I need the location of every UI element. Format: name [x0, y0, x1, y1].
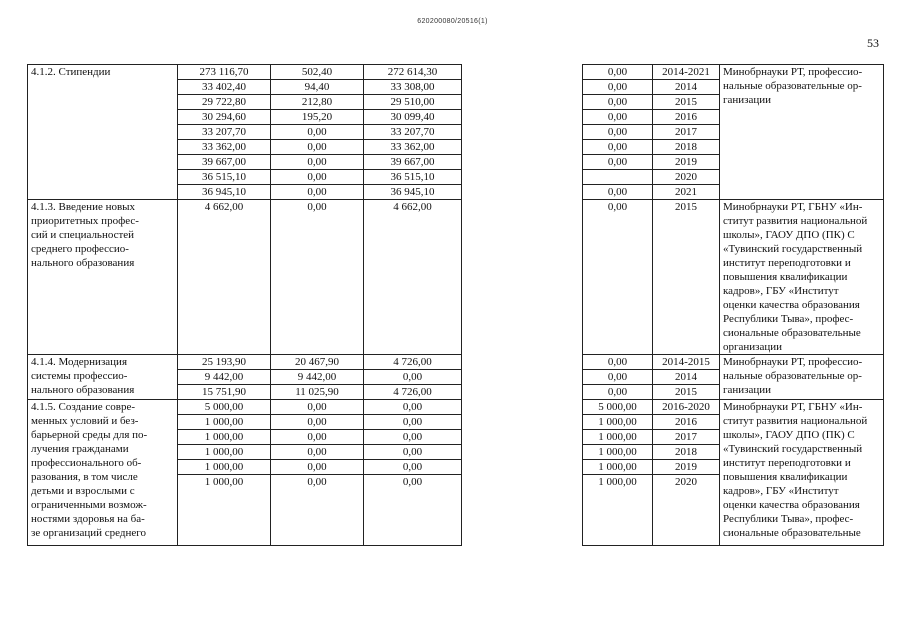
municipal-cell: [462, 140, 583, 155]
executor-line: кадров», ГБУ «Институт: [723, 285, 839, 297]
extrabudget-cell: 1 000,00: [583, 445, 653, 460]
republic-cell: 0,00: [364, 400, 462, 415]
extrabudget-cell: 0,00: [583, 370, 653, 385]
total-cell: 273 116,70: [178, 65, 271, 80]
period-cell: 2016: [653, 110, 720, 125]
republic-cell: 33 207,70: [364, 125, 462, 140]
measure-name-cell: [28, 400, 178, 546]
federal-cell: 0,00: [271, 170, 364, 185]
measure-name-line: 4.1.2. Стипендии: [31, 66, 111, 78]
measure-name-line: ограниченными возмож-: [31, 499, 147, 511]
republic-cell: 0,00: [364, 475, 462, 546]
federal-cell: 0,00: [271, 430, 364, 445]
period-cell: 2017: [653, 125, 720, 140]
municipal-cell: [462, 200, 583, 355]
measure-name-line: приоритетных профес-: [31, 215, 139, 227]
republic-cell: 272 614,30: [364, 65, 462, 80]
extrabudget-cell: 0,00: [583, 80, 653, 95]
municipal-cell: [462, 65, 583, 80]
federal-cell: 0,00: [271, 200, 364, 355]
measure-name-cell: [28, 65, 178, 200]
total-cell: 5 000,00: [178, 400, 271, 415]
municipal-cell: [462, 445, 583, 460]
extrabudget-cell: 1 000,00: [583, 460, 653, 475]
extrabudget-cell: 0,00: [583, 110, 653, 125]
republic-cell: 39 667,00: [364, 155, 462, 170]
municipal-cell: [462, 355, 583, 370]
total-cell: 1 000,00: [178, 415, 271, 430]
measure-name-line: нального образования: [31, 257, 135, 269]
period-cell: 2018: [653, 140, 720, 155]
executor-line: Минобрнауки РТ, ГБНУ «Ин-: [723, 401, 863, 413]
measure-name-line: разования, в том числе: [31, 471, 138, 483]
extrabudget-cell: 5 000,00: [583, 400, 653, 415]
federal-cell: 0,00: [271, 400, 364, 415]
period-cell: 2019: [653, 460, 720, 475]
extrabudget-cell: 0,00: [583, 200, 653, 355]
republic-cell: 0,00: [364, 415, 462, 430]
total-cell: 39 667,00: [178, 155, 271, 170]
period-cell: 2018: [653, 445, 720, 460]
table-row: [28, 65, 884, 80]
executor-cell: [720, 355, 884, 400]
total-cell: 30 294,60: [178, 110, 271, 125]
executor-line: нальные образовательные ор-: [723, 370, 862, 382]
table-row: [28, 400, 884, 415]
extrabudget-cell: 0,00: [583, 355, 653, 370]
total-cell: 36 515,10: [178, 170, 271, 185]
municipal-cell: [462, 460, 583, 475]
period-cell: 2020: [653, 475, 720, 546]
executor-line: организации: [723, 341, 783, 353]
total-cell: 29 722,80: [178, 95, 271, 110]
extrabudget-cell: 0,00: [583, 185, 653, 200]
republic-cell: 4 726,00: [364, 385, 462, 400]
measure-name-line: 4.1.4. Модернизация: [31, 356, 128, 368]
executor-line: Минобрнауки РТ, профессио-: [723, 356, 863, 368]
measure-name-cell: [28, 200, 178, 355]
executor-line: оценки качества образования: [723, 299, 860, 311]
extrabudget-cell: 1 000,00: [583, 430, 653, 445]
measure-name-line: зе организаций среднего: [31, 527, 147, 539]
federal-cell: 0,00: [271, 185, 364, 200]
period-cell: 2015: [653, 200, 720, 355]
measure-name-cell: [28, 355, 178, 400]
total-cell: 36 945,10: [178, 185, 271, 200]
total-cell: 1 000,00: [178, 445, 271, 460]
executor-line: сиональные образовательные: [723, 527, 861, 539]
republic-cell: 30 099,40: [364, 110, 462, 125]
total-cell: 33 362,00: [178, 140, 271, 155]
executor-line: школы», ГАОУ ДПО (ПК) С: [723, 229, 855, 241]
federal-cell: 502,40: [271, 65, 364, 80]
period-cell: 2014-2021: [653, 65, 720, 80]
municipal-cell: [462, 385, 583, 400]
federal-cell: 0,00: [271, 155, 364, 170]
period-cell: 2017: [653, 430, 720, 445]
executor-line: Минобрнауки РТ, профессио-: [723, 66, 863, 78]
federal-cell: 0,00: [271, 415, 364, 430]
period-cell: 2014-2015: [653, 355, 720, 370]
republic-cell: 36 945,10: [364, 185, 462, 200]
executor-line: повышения квалификации: [723, 271, 848, 283]
republic-cell: 33 308,00: [364, 80, 462, 95]
federal-cell: 94,40: [271, 80, 364, 95]
federal-cell: 0,00: [271, 125, 364, 140]
measure-name-line: ностями здоровья на ба-: [31, 513, 145, 525]
total-cell: 4 662,00: [178, 200, 271, 355]
measure-name-line: сий и специальностей: [31, 229, 135, 241]
executor-line: ганизации: [723, 384, 772, 396]
executor-cell: [720, 200, 884, 355]
extrabudget-cell: 1 000,00: [583, 475, 653, 546]
republic-cell: 4 726,00: [364, 355, 462, 370]
municipal-cell: [462, 80, 583, 95]
executor-cell: [720, 400, 884, 546]
extrabudget-cell: 0,00: [583, 140, 653, 155]
extrabudget-cell: 0,00: [583, 65, 653, 80]
measure-name-line: профессионального об-: [31, 457, 142, 469]
extrabudget-cell: 0,00: [583, 385, 653, 400]
executor-line: повышения квалификации: [723, 471, 848, 483]
executor-cell: [720, 65, 884, 200]
document-code: 620200080/20516(1): [417, 18, 488, 25]
executor-line: Республики Тыва», профес-: [723, 513, 854, 525]
total-cell: 1 000,00: [178, 430, 271, 445]
municipal-cell: [462, 170, 583, 185]
federal-cell: 195,20: [271, 110, 364, 125]
municipal-cell: [462, 185, 583, 200]
republic-cell: 36 515,10: [364, 170, 462, 185]
executor-line: оценки качества образования: [723, 499, 860, 511]
measure-name-line: детьми и взрослыми с: [31, 485, 135, 497]
period-cell: 2015: [653, 385, 720, 400]
executor-line: ганизации: [723, 94, 772, 106]
total-cell: 9 442,00: [178, 370, 271, 385]
republic-cell: 0,00: [364, 460, 462, 475]
executor-line: «Тувинский государственный: [723, 243, 863, 255]
municipal-cell: [462, 370, 583, 385]
total-cell: 15 751,90: [178, 385, 271, 400]
federal-cell: 0,00: [271, 445, 364, 460]
budget-table: [27, 64, 884, 546]
measure-name-line: среднего профессио-: [31, 243, 129, 255]
period-cell: 2019: [653, 155, 720, 170]
republic-cell: 0,00: [364, 430, 462, 445]
period-cell: 2015: [653, 95, 720, 110]
republic-cell: 0,00: [364, 370, 462, 385]
republic-cell: 0,00: [364, 445, 462, 460]
federal-cell: 9 442,00: [271, 370, 364, 385]
executor-line: ститут развития национальной: [723, 415, 868, 427]
municipal-cell: [462, 110, 583, 125]
measure-name-line: системы профессио-: [31, 370, 128, 382]
republic-cell: 29 510,00: [364, 95, 462, 110]
municipal-cell: [462, 155, 583, 170]
executor-line: институт переподготовки и: [723, 257, 851, 269]
measure-name-line: барьерной среды для по-: [31, 429, 148, 441]
executor-line: школы», ГАОУ ДПО (ПК) С: [723, 429, 855, 441]
table-row: [28, 355, 884, 370]
municipal-cell: [462, 400, 583, 415]
table-row: [28, 200, 884, 355]
measure-name-line: нального образования: [31, 384, 135, 396]
total-cell: 1 000,00: [178, 475, 271, 546]
republic-cell: 4 662,00: [364, 200, 462, 355]
municipal-cell: [462, 415, 583, 430]
federal-cell: 0,00: [271, 460, 364, 475]
federal-cell: 212,80: [271, 95, 364, 110]
page-number: 53: [867, 36, 879, 50]
period-cell: 2016-2020: [653, 400, 720, 415]
extrabudget-cell: 1 000,00: [583, 415, 653, 430]
total-cell: 25 193,90: [178, 355, 271, 370]
executor-line: нальные образовательные ор-: [723, 80, 862, 92]
period-cell: 2014: [653, 370, 720, 385]
period-cell: 2016: [653, 415, 720, 430]
federal-cell: 0,00: [271, 140, 364, 155]
measure-name-line: 4.1.5. Создание совре-: [31, 401, 135, 413]
executor-line: ститут развития национальной: [723, 215, 868, 227]
extrabudget-cell: 0,00: [583, 155, 653, 170]
executor-line: Республики Тыва», профес-: [723, 313, 854, 325]
period-cell: 2020: [653, 170, 720, 185]
total-cell: 33 207,70: [178, 125, 271, 140]
total-cell: 1 000,00: [178, 460, 271, 475]
period-cell: 2021: [653, 185, 720, 200]
executor-line: «Тувинский государственный: [723, 443, 863, 455]
municipal-cell: [462, 475, 583, 546]
executor-line: Минобрнауки РТ, ГБНУ «Ин-: [723, 201, 863, 213]
measure-name-line: менных условий и без-: [31, 415, 139, 427]
measure-name-line: 4.1.3. Введение новых: [31, 201, 136, 213]
republic-cell: 33 362,00: [364, 140, 462, 155]
municipal-cell: [462, 430, 583, 445]
federal-cell: 11 025,90: [271, 385, 364, 400]
municipal-cell: [462, 125, 583, 140]
total-cell: 33 402,40: [178, 80, 271, 95]
executor-line: сиональные образовательные: [723, 327, 861, 339]
federal-cell: 20 467,90: [271, 355, 364, 370]
municipal-cell: [462, 95, 583, 110]
measure-name-line: лучения гражданами: [31, 443, 129, 455]
executor-line: институт переподготовки и: [723, 457, 851, 469]
period-cell: 2014: [653, 80, 720, 95]
extrabudget-cell: 0,00: [583, 125, 653, 140]
extrabudget-cell: [583, 170, 653, 185]
executor-line: кадров», ГБУ «Институт: [723, 485, 839, 497]
extrabudget-cell: 0,00: [583, 95, 653, 110]
federal-cell: 0,00: [271, 475, 364, 546]
